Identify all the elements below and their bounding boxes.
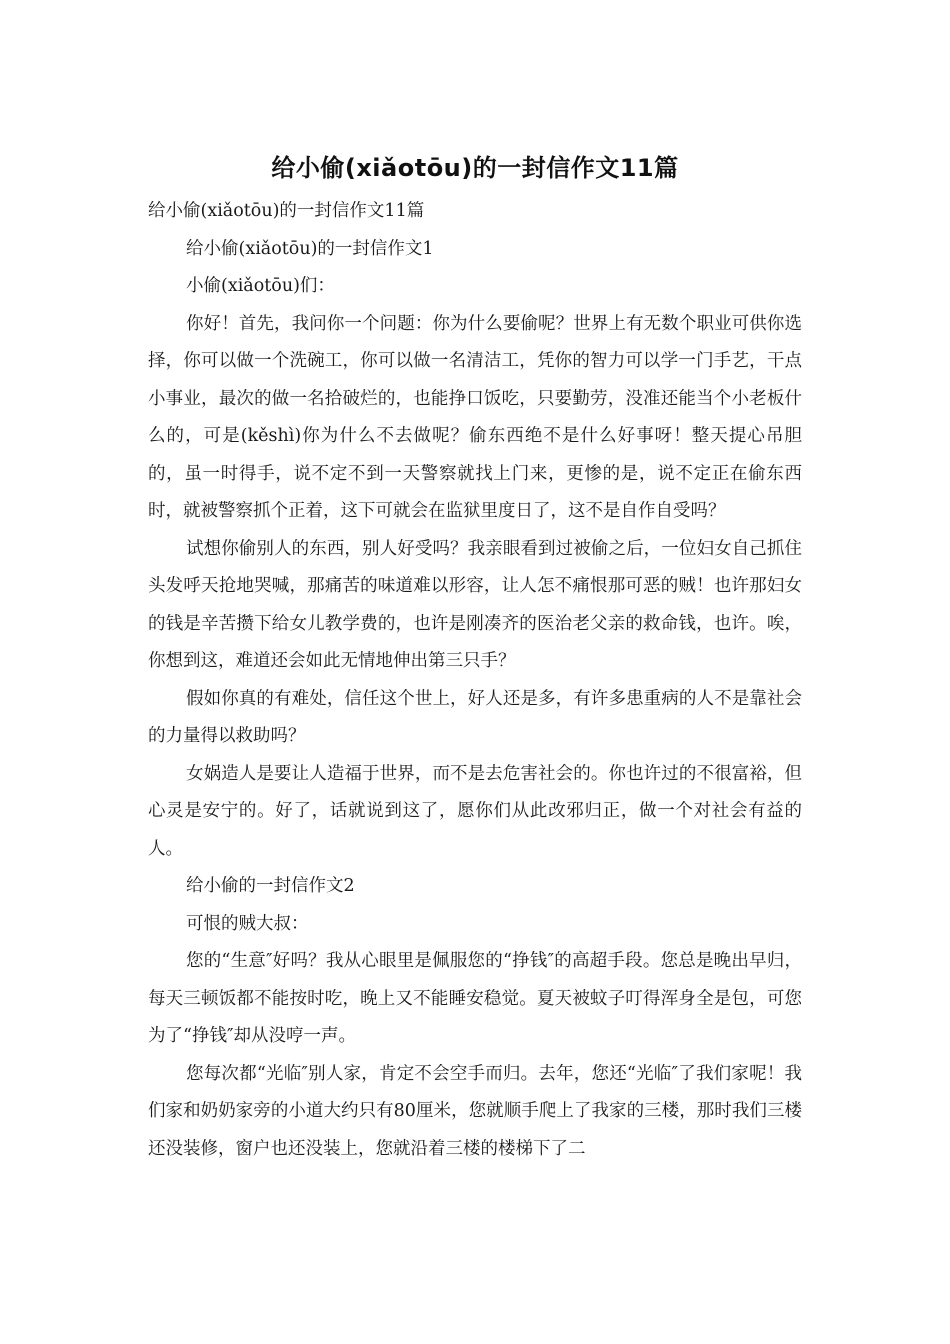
- paragraph: 您每次都“光临″别人家，肯定不会空手而归。去年，您还“光临″了我们家呢！我们家和奶奶家旁的小道大约只有80厘米，您就顺手爬上了我家的三楼，那时我们三楼还没装修，窗户也还没装上，您就沿着三楼的楼梯下了二: [148, 1063, 802, 1159]
- subtitle-line: 给小偷(xiǎotōu)的一封信作文11篇: [148, 201, 425, 221]
- section-heading-1: 给小偷(xiǎotōu)的一封信作文1: [186, 238, 434, 259]
- paragraph: 试想你偷别人的东西，别人好受吗？我亲眼看到过被偷之后，一位妇女自己抓住头发呼天抢地哭喊，那痛苦的味道难以形容，让人怎不痛恨那可恶的贼！也许那妇女的钱是辛苦攒下给女儿教学费的，也许是刚凑齐的医治老父亲的救命钱，也许。唉，你想到这，难道还会如此无情地伸出第三只手？: [148, 538, 802, 671]
- paragraph: 你好！首先，我问你一个问题：你为什么要偷呢？世界上有无数个职业可供你选择，你可以做一个洗碗工，你可以做一名清洁工，凭你的智力可以学一门手艺，干点小事业，最次的做一名拾破烂的，也能挣口饭吃，只要勤劳，没准还能当个小老板什么的，可是(kěshì)你为什么不去做呢？偷东西绝不是什么好事呀！整天提心吊胆的，虽一时得手，说不定不到一天警察就找上门来，更惨的是，说不定正在偷东西时，就被警察抓个正着，这下可就会在监狱里度日了，这不是自作自受吗？: [148, 313, 802, 521]
- document-title: 给小偷(xiǎotōu)的一封信作文11篇: [271, 154, 679, 182]
- paragraph: 您的“生意″好吗？我从心眼里是佩服您的“挣钱″的高超手段。您总是晚出早归，每天三顿饭都不能按时吃，晚上又不能睡安稳觉。夏天被蚊子叮得浑身全是包，可您为了“挣钱″却从没哼一声。: [148, 951, 802, 1046]
- salutation-2: 可恨的贼大叔：: [186, 913, 309, 934]
- section-heading-2: 给小偷的一封信作文2: [186, 876, 355, 896]
- salutation-1: 小偷(xiǎotōu)们：: [186, 276, 335, 296]
- paragraph: 假如你真的有难处，信任这个世上，好人还是多，有许多患重病的人不是靠社会的力量得以救助吗？: [148, 688, 802, 746]
- paragraph: 女娲造人是要让人造福于世界，而不是去危害社会的。你也许过的不很富裕，但心灵是安宁的。好了，话就说到这了，愿你们从此改邪归正，做一个对社会有益的人。: [148, 763, 802, 859]
- document-body: [148, 193, 802, 1168]
